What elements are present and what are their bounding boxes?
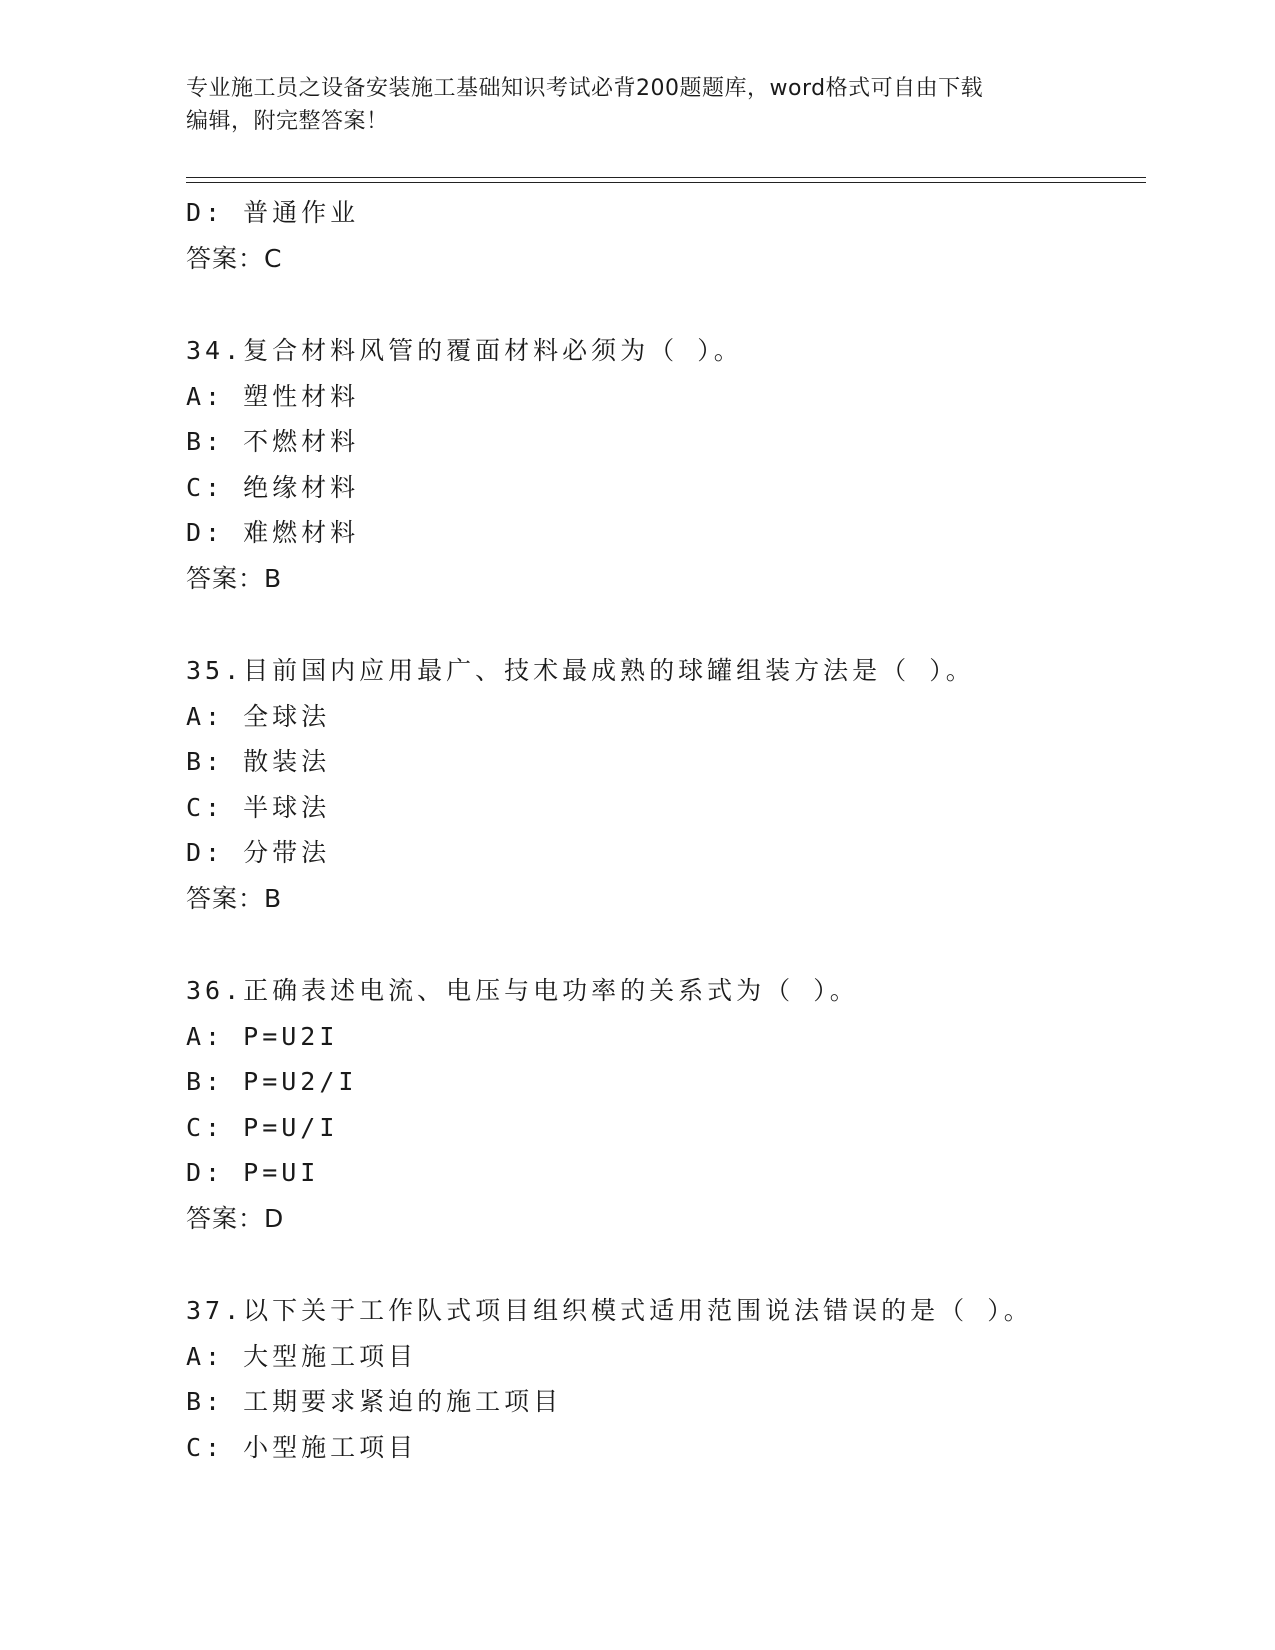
option-a: A: 大型施工项目 xyxy=(186,1341,418,1371)
question-stem: 34.复合材料风管的覆面材料必须为（ ）。 xyxy=(186,336,743,365)
option-a: A: P=U2I xyxy=(186,1021,339,1051)
answer: 答案：B xyxy=(186,883,283,913)
question-34 xyxy=(186,328,1146,601)
answer: 答案：D xyxy=(186,1203,285,1233)
header-divider-bottom xyxy=(186,182,1146,183)
option-c: C: 绝缘材料 xyxy=(186,472,360,502)
question-list xyxy=(186,190,1146,1470)
option-a: A: 塑性材料 xyxy=(186,381,360,411)
question-36 xyxy=(186,968,1146,1241)
answer: 答案：B xyxy=(186,563,283,593)
option-b: B: P=U2/I xyxy=(186,1067,358,1096)
question-stem: 37.以下关于工作队式项目组织模式适用范围说法错误的是（ ）。 xyxy=(186,1296,1033,1325)
header-divider-top xyxy=(186,177,1146,178)
spacer xyxy=(186,1241,1146,1288)
option-a: A: 全球法 xyxy=(186,701,331,731)
option-d: D: P=UI xyxy=(186,1158,320,1187)
question-35 xyxy=(186,648,1146,921)
spacer xyxy=(186,281,1146,328)
option-d-q33: D: 普通作业 xyxy=(186,198,360,227)
option-b: B: 工期要求紧迫的施工项目 xyxy=(186,1387,563,1416)
header-title-line-2: 编辑，附完整答案！ xyxy=(186,109,389,134)
spacer xyxy=(186,921,1146,968)
header-title-line-1: 专业施工员之设备安装施工基础知识考试必背200题题库，word格式可自由下载 xyxy=(186,76,984,101)
answer-q33: 答案：C xyxy=(186,243,283,273)
spacer xyxy=(186,601,1146,648)
option-c: C: 半球法 xyxy=(186,792,331,822)
option-d: D: 难燃材料 xyxy=(186,518,360,547)
option-b: B: 不燃材料 xyxy=(186,427,360,456)
question-37 xyxy=(186,1288,1146,1470)
question-stem: 36.正确表述电流、电压与电功率的关系式为（ ）。 xyxy=(186,976,859,1005)
document-header xyxy=(186,72,1086,138)
option-d: D: 分带法 xyxy=(186,838,331,867)
option-c: C: P=U/I xyxy=(186,1112,339,1142)
option-c: C: 小型施工项目 xyxy=(186,1432,418,1462)
option-b: B: 散装法 xyxy=(186,747,331,776)
question-stem: 35.目前国内应用最广、技术最成熟的球罐组装方法是（ ）。 xyxy=(186,656,975,685)
